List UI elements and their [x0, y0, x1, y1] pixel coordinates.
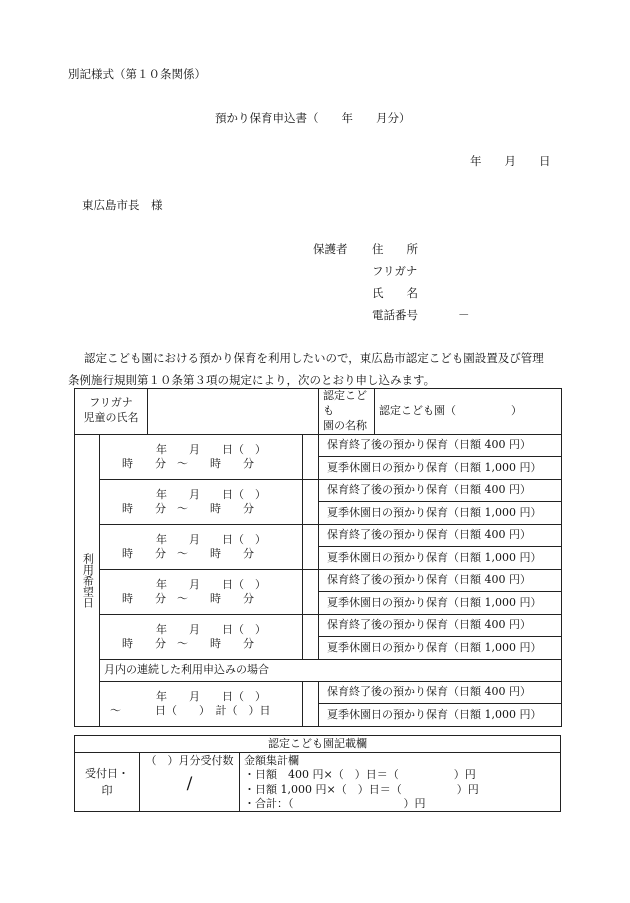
continuous-range: 日（ ） 計（ ）日 [155, 703, 271, 717]
option-summer-2[interactable]: 夏季休園日の預かり保育（日額 1,000 円） [319, 501, 562, 524]
usage-check-1[interactable] [303, 434, 319, 479]
intro-line-1: 認定こども園における預かり保育を利用したいので，東広島市認定こども園設置及び管理 [84, 351, 544, 365]
receipt-count[interactable]: （ ）月分受付数 / [140, 753, 240, 812]
usage-side-label: 利用希望日 [75, 434, 100, 726]
option-after-4[interactable]: 保育終了後の預かり保育（日額 400 円） [319, 569, 562, 591]
usage-check-3[interactable] [303, 524, 319, 569]
option-summer-3[interactable]: 夏季休園日の預かり保育（日額 1,000 円） [319, 546, 562, 569]
child-name-field[interactable] [148, 389, 319, 435]
child-name-label: フリガナ 児童の氏名 [75, 389, 148, 435]
usage-date-5[interactable]: 年 月 日（ ） 時 分 ～ 時 分 [100, 614, 303, 659]
facility-name-field[interactable]: 認定こども園（ ） [375, 389, 562, 435]
usage-date-1[interactable]: 年 月 日（ ） 時 分 ～ 時 分 [100, 434, 303, 479]
usage-check-5[interactable] [303, 614, 319, 659]
continuous-option-after[interactable]: 保育終了後の預かり保育（日額 400 円） [319, 681, 562, 703]
usage-check-2[interactable] [303, 479, 319, 524]
option-summer-5[interactable]: 夏季休園日の預かり保育（日額 1,000 円） [319, 636, 562, 659]
usage-date-4[interactable]: 年 月 日（ ） 時 分 ～ 時 分 [100, 569, 303, 614]
continuous-tilde: ～ [110, 703, 121, 717]
usage-date-2[interactable]: 年 月 日（ ） 時 分 ～ 時 分 [100, 479, 303, 524]
applicant-name-label: 氏 名 [372, 286, 418, 300]
option-after-2[interactable]: 保育終了後の預かり保育（日額 400 円） [319, 479, 562, 501]
form-title: 預かり保育申込書（ 年 月分） [215, 111, 411, 125]
date-line: 年 月 日 [470, 154, 551, 168]
amount-summary: 金額集計欄 ・日額 400 円×（ ）日＝（ ）円 ・日額 1,000 円×（ ）日＝（ ）円 ・合計：（ ）円 [240, 753, 561, 812]
applicant-address-label: 住 所 [372, 242, 418, 256]
phone-separator: － [458, 308, 470, 322]
continuous-check[interactable] [303, 681, 319, 726]
applicant-label: 保護者 [313, 242, 348, 256]
usage-date-3[interactable]: 年 月 日（ ） 時 分 ～ 時 分 [100, 524, 303, 569]
option-summer-4[interactable]: 夏季休園日の預かり保育（日額 1,000 円） [319, 591, 562, 614]
form-label: 別記様式（第１０条関係） [68, 67, 206, 81]
count-mark: / [186, 773, 193, 794]
facility-record-title: 認定こども園記載欄 [75, 736, 561, 753]
intro-line-2: 条例施行規則第１０条第３項の規定により，次のとおり申し込みます。 [68, 373, 436, 387]
option-after-1[interactable]: 保育終了後の預かり保育（日額 400 円） [319, 434, 562, 456]
applicant-phone-label: 電話番号 [372, 308, 418, 322]
facility-record-table [74, 735, 561, 812]
application-table [74, 388, 562, 727]
continuous-dates[interactable]: 年 月 日（ ） ～ 日（ ） 計（ ）日 [100, 681, 303, 726]
receipt-date-stamp[interactable]: 受付日・ 印 [75, 753, 140, 812]
addressee: 東広島市長 様 [82, 198, 163, 212]
applicant-furigana-label: フリガナ [372, 264, 418, 278]
usage-check-4[interactable] [303, 569, 319, 614]
option-summer-1[interactable]: 夏季休園日の預かり保育（日額 1,000 円） [319, 456, 562, 479]
option-after-3[interactable]: 保育終了後の預かり保育（日額 400 円） [319, 524, 562, 546]
facility-label: 認定こども 園の名称 [319, 389, 375, 435]
option-after-5[interactable]: 保育終了後の預かり保育（日額 400 円） [319, 614, 562, 636]
continuous-option-summer[interactable]: 夏季休園日の預かり保育（日額 1,000 円） [319, 703, 562, 726]
continuous-header: 月内の連続した利用申込みの場合 [100, 659, 562, 681]
